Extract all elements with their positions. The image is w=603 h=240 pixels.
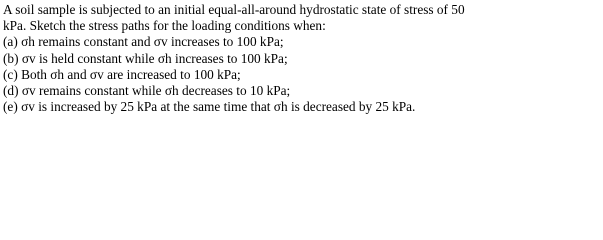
condition-a: (a) σh remains constant and σv increases to 100 kPa; xyxy=(3,34,284,50)
condition-d: (d) σv remains constant while σh decreases to 10 kPa; xyxy=(3,83,291,99)
problem-text xyxy=(3,2,601,115)
condition-c: (c) Both σh and σv are increased to 100 kPa; xyxy=(3,66,241,82)
intro-line-1: A soil sample is subjected to an initial equal-all-around hydrostatic state of stress of 50 xyxy=(3,2,465,17)
condition-e: (e) σv is increased by 25 kPa at the same time that σh is decreased by 25 kPa. xyxy=(3,99,416,115)
intro-line-2: kPa. Sketch the stress paths for the loading conditions when: xyxy=(3,18,326,34)
condition-b: (b) σv is held constant while σh increases to 100 kPa; xyxy=(3,50,288,66)
